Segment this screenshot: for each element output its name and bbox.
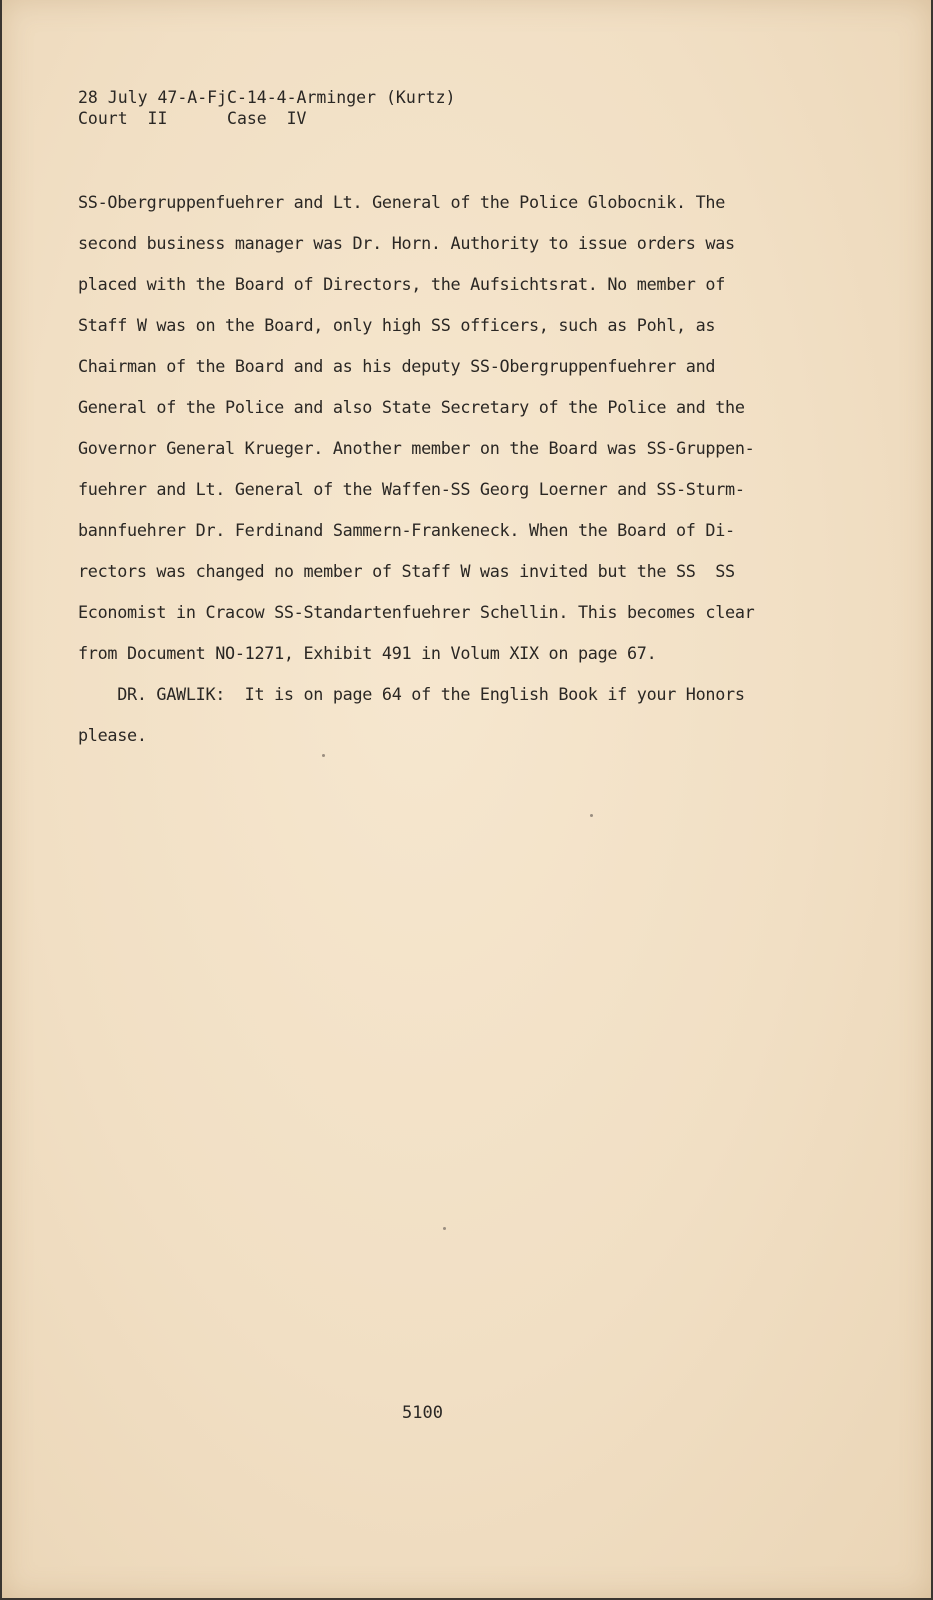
page-number: 5100 [402, 1403, 443, 1423]
body-line: Economist in Cracow SS-Standartenfuehrer Schellin. This becomes clear [78, 602, 755, 622]
body-line: General of the Police and also State Secretary of the Police and the [78, 397, 745, 417]
body-line: please. [78, 725, 147, 745]
body-line: from Document NO-1271, Exhibit 491 in Volum XIX on page 67. [78, 643, 657, 663]
header-transcript-id: 28 July 47-A-FjC-14-4-Arminger (Kurtz) [78, 88, 456, 107]
paper-speck [443, 1227, 446, 1230]
body-line: Chairman of the Board and as his deputy SS-Obergruppenfuehrer and [78, 356, 716, 376]
body-line: fuehrer and Lt. General of the Waffen-SS Georg Loerner and SS-Sturm- [78, 479, 745, 499]
body-line: bannfuehrer Dr. Ferdinand Sammern-Frankeneck. When the Board of Di- [78, 520, 735, 540]
paper-speck [322, 754, 325, 757]
body-line: second business manager was Dr. Horn. Authority to issue orders was [78, 233, 735, 253]
body-line: placed with the Board of Directors, the Aufsichtsrat. No member of [78, 274, 726, 294]
document-page [2, 0, 931, 1598]
body-line: Staff W was on the Board, only high SS officers, such as Pohl, as [78, 315, 716, 335]
body-line: SS-Obergruppenfuehrer and Lt. General of the Police Globocnik. The [78, 192, 726, 212]
body-line-speaker: DR. GAWLIK: It is on page 64 of the English Book if your Honors [78, 684, 745, 704]
body-line: Governor General Krueger. Another member on the Board was SS-Gruppen- [78, 438, 755, 458]
header-court-case: Court II Case IV [78, 109, 307, 128]
paper-speck [590, 814, 593, 817]
body-line: rectors was changed no member of Staff W was invited but the SS SS [78, 561, 735, 581]
